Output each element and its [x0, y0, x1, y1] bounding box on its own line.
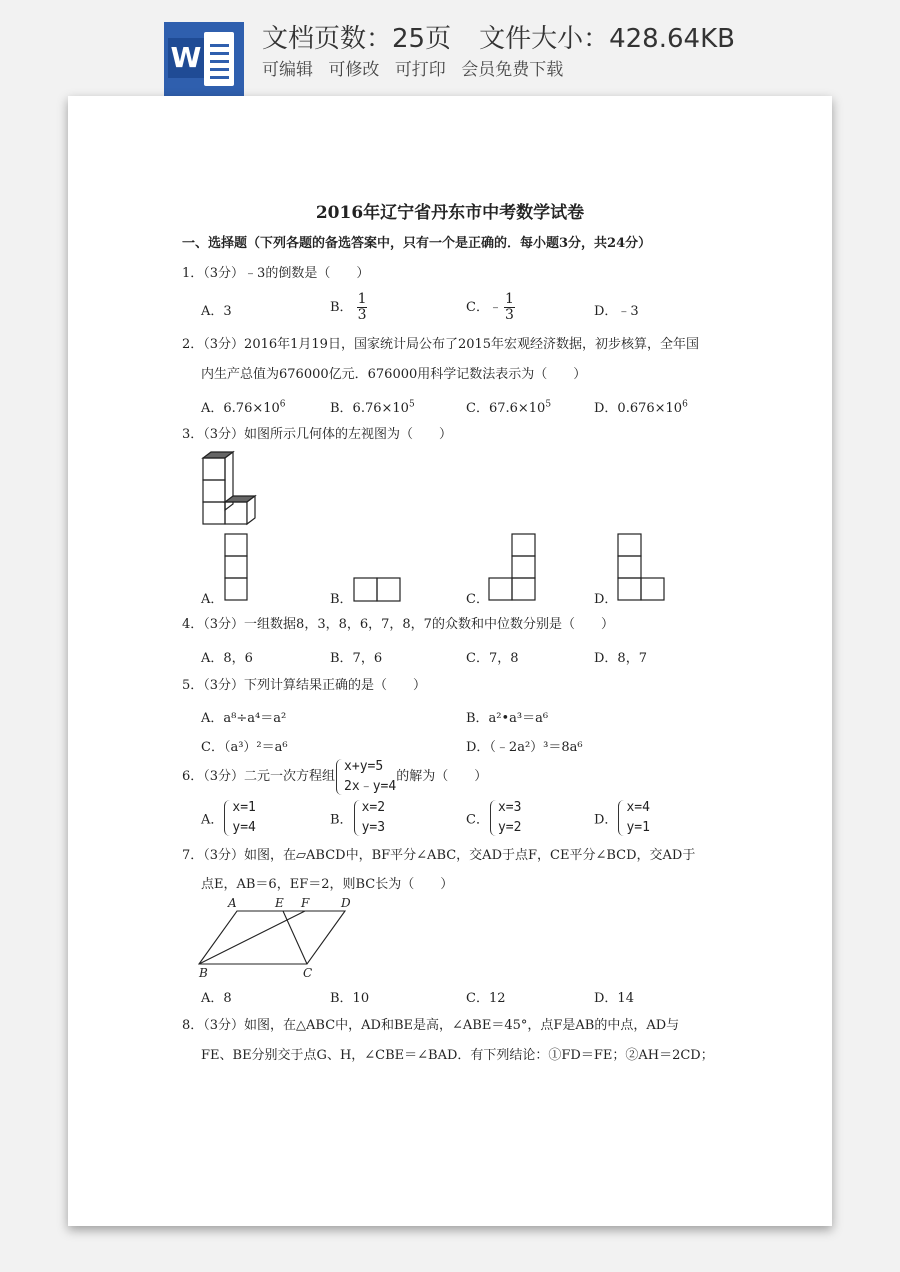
feature-modifiable: 可修改 — [328, 60, 380, 80]
q7-option-d: D．14 — [594, 991, 634, 1006]
q3-option-d: D． — [594, 592, 618, 607]
q2-option-b: B．$6.76\times 10^5$ — [330, 399, 415, 416]
download-banner — [0, 0, 900, 96]
q4-option-b: B．7，6 — [330, 651, 383, 666]
q2-stem-line1: 2．（3分）2016年1月19日，国家统计局公布了2015年宏观经济数据，初步核算，全年国 — [182, 337, 700, 352]
q5-option-b: B．a²•a³＝a⁶ — [466, 711, 549, 726]
q7-option-c: C．12 — [466, 991, 506, 1006]
q7-option-a: A．8 — [201, 991, 232, 1006]
q7-label-e: E — [275, 896, 284, 910]
q3-option-a-figure — [224, 533, 248, 603]
feature-member-download: 会员免费下载 — [461, 60, 564, 80]
q2-option-a: A．$6.76\times 10^6$ — [201, 399, 286, 416]
q6-option-c: C． x=3 y=2 — [466, 798, 521, 838]
q5-option-c: C．（a³）²＝a⁶ — [201, 740, 288, 755]
feature-printable: 可打印 — [394, 60, 446, 80]
q3-option-c-figure — [488, 533, 536, 603]
q1-stem: 1．（3分）﹣3的倒数是（ ） — [182, 266, 370, 281]
q7-label-b: B — [199, 966, 208, 980]
q2-stem-line2: 内生产总值为676000亿元．676000用科学记数法表示为（ ） — [201, 367, 587, 382]
q6-option-d: D． x=4 y=1 — [594, 798, 650, 838]
q4-option-a: A．8，6 — [201, 651, 253, 666]
q8-stem-line2: FE、BE分别交于点G、H，∠CBE＝∠BAD．有下列结论：①FD＝FE；②AH＝2CD； — [201, 1048, 714, 1063]
q3-stem: 3．（3分）如图所示几何体的左视图为（ ） — [182, 427, 453, 442]
q3-option-b-figure — [353, 577, 401, 603]
file-size: 文件大小：428.64KB — [479, 24, 735, 54]
q4-stem: 4．（3分）一组数据8，3，8，6，7，8，7的众数和中位数分别是（ ） — [182, 617, 614, 632]
q7-label-d: D — [341, 896, 351, 910]
q3-option-b: B． — [330, 592, 353, 607]
feature-list — [262, 55, 573, 80]
q7-stem-line2: 点E，AB＝6，EF＝2，则BC长为（ ） — [201, 877, 454, 892]
q1-option-d: D．﹣3 — [594, 304, 639, 319]
q1-option-c: C．﹣ $\frac{1}{3}$ — [466, 291, 514, 323]
q6-option-a: A． x=1 y=4 — [201, 798, 256, 838]
q7-option-b: B．10 — [330, 991, 370, 1006]
q5-option-d: D．（﹣2a²）³＝8a⁶ — [466, 740, 583, 755]
q7-parallelogram-figure — [195, 895, 365, 985]
q4-option-c: C．7，8 — [466, 651, 519, 666]
exam-title: 2016年辽宁省丹东市中考数学试卷 — [315, 203, 585, 223]
feature-editable: 可编辑 — [262, 60, 313, 80]
q6-stem: 6．（3分）二元一次方程组 x+y=5 2x﹣y=4 的解为（ ） — [182, 757, 487, 801]
q3-option-d-figure — [617, 533, 665, 603]
q1-option-a: A．3 — [201, 304, 232, 319]
q8-stem-line1: 8．（3分）如图，在△ABC中，AD和BE是高，∠ABE＝45°，点F是AB的中点，AD与 — [182, 1018, 680, 1033]
q5-option-a: A．a⁸÷a⁴＝a² — [201, 711, 287, 726]
q6-option-b: B． x=2 y=3 — [330, 798, 385, 838]
file-info — [262, 18, 763, 55]
q7-label-f: F — [301, 896, 310, 910]
q3-option-a: A． — [201, 592, 224, 607]
q5-stem: 5．（3分）下列计算结果正确的是（ ） — [182, 678, 427, 693]
q3-solid-figure — [198, 450, 260, 530]
q3-option-c: C． — [466, 592, 489, 607]
q7-label-a: A — [228, 896, 237, 910]
q2-option-d: D．$0.676\times 10^6$ — [594, 399, 688, 416]
q7-stem-line1: 7．（3分）如图，在▱ABCD中，BF平分∠ABC，交AD于点F，CE平分∠BCD，交AD于 — [182, 848, 696, 863]
q2-option-c: C．$67.6\times 10^5$ — [466, 399, 552, 416]
page-count: 文档页数：25页 — [262, 24, 452, 54]
q1-option-b: B． $\frac{1}{3}$ — [330, 291, 367, 323]
section-heading: 一、选择题（下列各题的备选答案中，只有一个是正确的．每小题3分，共24分） — [182, 236, 652, 251]
word-doc-icon: W — [164, 22, 244, 96]
q7-label-c: C — [303, 966, 313, 980]
q4-option-d: D．8，7 — [594, 651, 647, 666]
